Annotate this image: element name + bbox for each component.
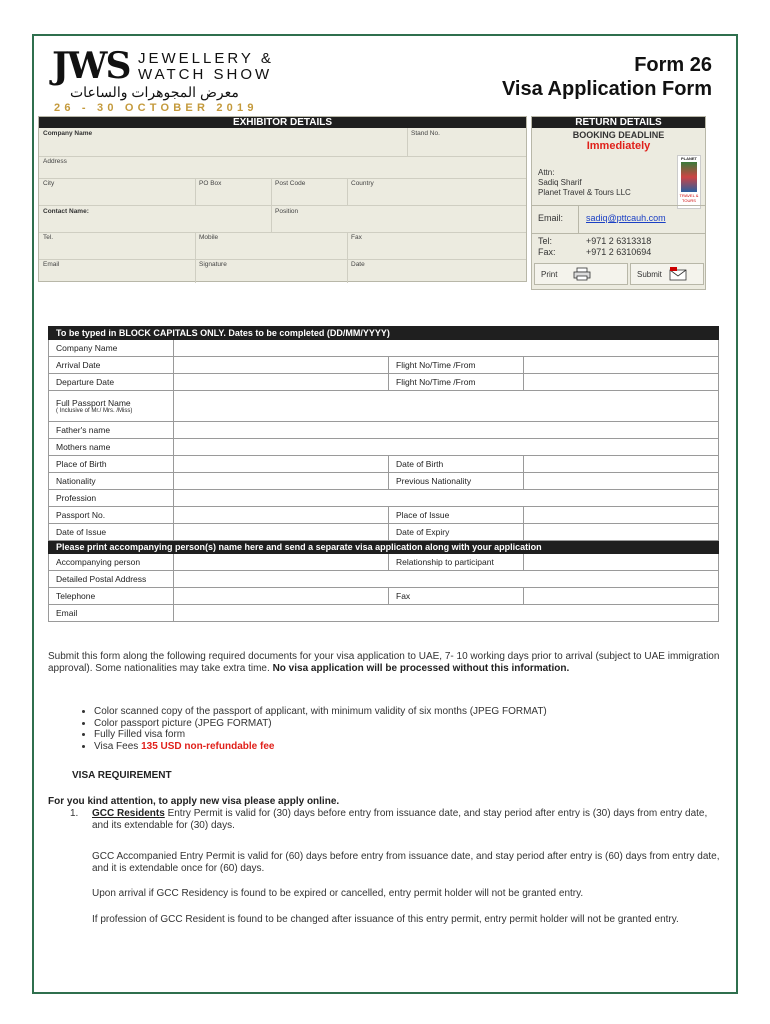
company-name-field-label: Company Name <box>49 340 174 357</box>
telephone-label: Telephone <box>49 588 174 605</box>
fax-field[interactable] <box>524 588 719 605</box>
gcc-residents-text: Entry Permit is valid for (30) days before entry from issuance date, and stay period after entry is (30) days from entry date, and its extendable for (30) days. <box>92 808 708 831</box>
previous-nationality-field[interactable] <box>524 473 719 490</box>
inclusive-note: ( Inclusive of Mr./ Mrs. /Miss) <box>56 408 133 414</box>
list-item: • Color passport picture (JPEG FORMAT) <box>94 718 547 730</box>
accompanying-person-label: Accompanying person <box>49 554 174 571</box>
print-button[interactable] <box>534 263 628 285</box>
table-row <box>49 357 719 374</box>
table-row <box>49 439 719 456</box>
list-item: • Fully Filled visa form <box>94 729 547 741</box>
date-of-issue-label: Date of Issue <box>49 524 174 541</box>
booking-deadline-label: BOOKING DEADLINE <box>572 130 665 140</box>
arrival-flight-field[interactable] <box>524 357 719 374</box>
date-of-birth-label: Date of Birth <box>389 456 524 473</box>
gcc-accompanied-paragraph: GCC Accompanied Entry Permit is valid for (60) days before entry from issuance date, and stay period after entry is (60) days from entry date, and it is extendable once for (60) days. <box>92 851 720 874</box>
gcc-residents-paragraph <box>92 808 722 832</box>
exhibitor-details-box <box>38 116 527 282</box>
submit-label: Submit <box>637 270 662 279</box>
post-code-label: Post Code <box>275 180 306 187</box>
email-field-label: Email <box>49 605 174 622</box>
logo-line2: WATCH SHOW <box>138 66 273 83</box>
accompanying-header: Please print accompanying person(s) name here and send a separate visa application along with your application <box>49 541 719 554</box>
return-tel-label: Tel: <box>538 236 553 246</box>
return-details-box <box>531 116 706 290</box>
full-passport-name-label <box>49 391 174 422</box>
tel-label: Tel. <box>43 234 54 241</box>
logo-arabic: معرض المجوهرات والساعات <box>70 84 239 100</box>
company-name-label: Company Name <box>43 130 93 137</box>
form-number: Form 26 <box>634 54 712 76</box>
form-title: Visa Application Form <box>501 78 712 100</box>
contact-name-label: Contact Name: <box>43 208 89 215</box>
fathers-name-field[interactable] <box>174 422 719 439</box>
table-row <box>49 524 719 541</box>
table-row <box>49 422 719 439</box>
passport-no-label: Passport No. <box>49 507 174 524</box>
place-of-birth-label: Place of Birth <box>49 456 174 473</box>
stand-no-label: Stand No. <box>411 130 440 137</box>
return-email-link[interactable]: sadiq@pttcauh.com <box>586 213 666 223</box>
place-of-issue-field[interactable] <box>524 507 719 524</box>
table-row <box>49 456 719 473</box>
event-dates: 26 - 30 OCTOBER 2019 <box>54 102 258 114</box>
position-label: Position <box>275 208 299 215</box>
full-passport-name-text: Full Passport Name <box>56 398 131 408</box>
place-of-issue-label: Place of Issue <box>389 507 524 524</box>
table-row <box>49 605 719 622</box>
form-page <box>32 34 738 994</box>
return-fax-value: +971 2 6310694 <box>586 247 652 257</box>
place-of-birth-field[interactable] <box>174 456 389 473</box>
tel-fax-labels <box>538 236 556 258</box>
table-row <box>49 507 719 524</box>
date-of-issue-field[interactable] <box>174 524 389 541</box>
upon-arrival-paragraph: Upon arrival if GCC Residency is found to be expired or cancelled, entry permit holder will not be granted entry. <box>92 888 584 899</box>
contact-company: Planet Travel & Tours LLC <box>538 188 631 197</box>
table-row <box>49 588 719 605</box>
printer-icon <box>573 267 591 281</box>
date-of-expiry-field[interactable] <box>524 524 719 541</box>
fax-label: Fax <box>351 234 362 241</box>
list-item <box>94 741 547 753</box>
print-label: Print <box>541 270 558 279</box>
date-label: Date <box>351 261 365 268</box>
attn-label: Attn: <box>538 168 555 177</box>
table-row <box>49 391 719 422</box>
postal-address-field[interactable] <box>174 571 719 588</box>
logo-mark: JWS <box>52 45 130 87</box>
fees-value: 135 USD non-refundable fee <box>141 740 275 752</box>
company-name-field[interactable] <box>174 340 719 357</box>
booking-deadline-value: Immediately <box>586 140 651 152</box>
relationship-field[interactable] <box>524 554 719 571</box>
intro-text: Submit this form along the following required documents for your visa application to UAE, 7- 10 working days prior to arrival (subject to UAE immigration approval). Some nationalities may take extra time. <box>48 651 720 674</box>
previous-nationality-label: Previous Nationality <box>389 473 524 490</box>
po-box-label: PO Box <box>199 180 222 187</box>
planet-travel-logo: PLANET TRAVEL & TOURS <box>677 155 701 209</box>
table-row <box>49 490 719 507</box>
return-details-title: RETURN DETAILS <box>532 117 705 128</box>
item-number: 1. <box>70 808 79 819</box>
email-label: Email <box>43 261 60 268</box>
return-fax-label: Fax: <box>538 247 556 257</box>
departure-date-label: Departure Date <box>49 374 174 391</box>
arrival-flight-label: Flight No/Time /From <box>389 357 524 374</box>
return-email-label: Email: <box>538 213 564 223</box>
address-label: Address <box>43 158 67 165</box>
tel-fax-values <box>586 236 651 258</box>
fax-field-label: Fax <box>389 588 524 605</box>
return-tel-value: +971 2 6313318 <box>586 236 652 246</box>
profession-change-paragraph: If profession of GCC Resident is found to be changed after issuance of this entry permit, entry permit holder will not be granted entry. <box>92 914 679 925</box>
mothers-name-field[interactable] <box>174 439 719 456</box>
arrival-date-field[interactable] <box>174 357 389 374</box>
exhibitor-details-title: EXHIBITOR DETAILS <box>39 117 526 128</box>
visa-application-table <box>48 326 719 622</box>
postal-address-label: Detailed Postal Address <box>49 571 174 588</box>
nationality-field[interactable] <box>174 473 389 490</box>
attention-block <box>538 168 631 198</box>
fees-label: Visa Fees <box>94 740 139 752</box>
attention-line: For you kind attention, to apply new visa please apply online. <box>48 796 340 807</box>
departure-flight-field[interactable] <box>524 374 719 391</box>
full-passport-name-field[interactable] <box>174 391 719 422</box>
telephone-field[interactable] <box>174 588 389 605</box>
date-of-expiry-label: Date of Expiry <box>389 524 524 541</box>
mobile-label: Mobile <box>199 234 219 241</box>
country-label: Country <box>351 180 374 187</box>
signature-label: Signature <box>199 261 227 268</box>
logo-line1: JEWELLERY & <box>138 50 274 67</box>
gcc-residents-label: GCC Residents <box>92 808 165 819</box>
passport-no-field[interactable] <box>174 507 389 524</box>
email-field[interactable] <box>174 605 719 622</box>
city-label: City <box>43 180 55 187</box>
arrival-date-label: Arrival Date <box>49 357 174 374</box>
jws-logo <box>52 46 312 118</box>
email-envelope-icon <box>669 267 687 281</box>
table-row <box>49 374 719 391</box>
date-of-birth-field[interactable] <box>524 456 719 473</box>
departure-date-field[interactable] <box>174 374 389 391</box>
submit-button[interactable] <box>630 263 704 285</box>
accompanying-person-field[interactable] <box>174 554 389 571</box>
intro-paragraph <box>48 651 728 675</box>
departure-flight-label: Flight No/Time /From <box>389 374 524 391</box>
table-row <box>49 473 719 490</box>
required-documents-list <box>70 706 547 752</box>
block-capitals-header: To be typed in BLOCK CAPITALS ONLY. Dates to be completed (DD/MM/YYYY) <box>49 327 719 340</box>
visa-requirement-title: VISA REQUIREMENT <box>72 770 172 781</box>
table-row <box>49 554 719 571</box>
table-row <box>49 340 719 357</box>
list-item: • Color scanned copy of the passport of applicant, with minimum validity of six months (JPEG FORMAT) <box>94 706 547 718</box>
table-row <box>49 571 719 588</box>
profession-field[interactable] <box>174 490 719 507</box>
intro-warning: No visa application will be processed without this information. <box>272 663 570 674</box>
relationship-label: Relationship to participant <box>389 554 524 571</box>
mothers-name-label: Mothers name <box>49 439 174 456</box>
nationality-label: Nationality <box>49 473 174 490</box>
fathers-name-label: Father's name <box>49 422 174 439</box>
profession-label: Profession <box>49 490 174 507</box>
contact-person: Sadiq Sharif <box>538 178 582 187</box>
